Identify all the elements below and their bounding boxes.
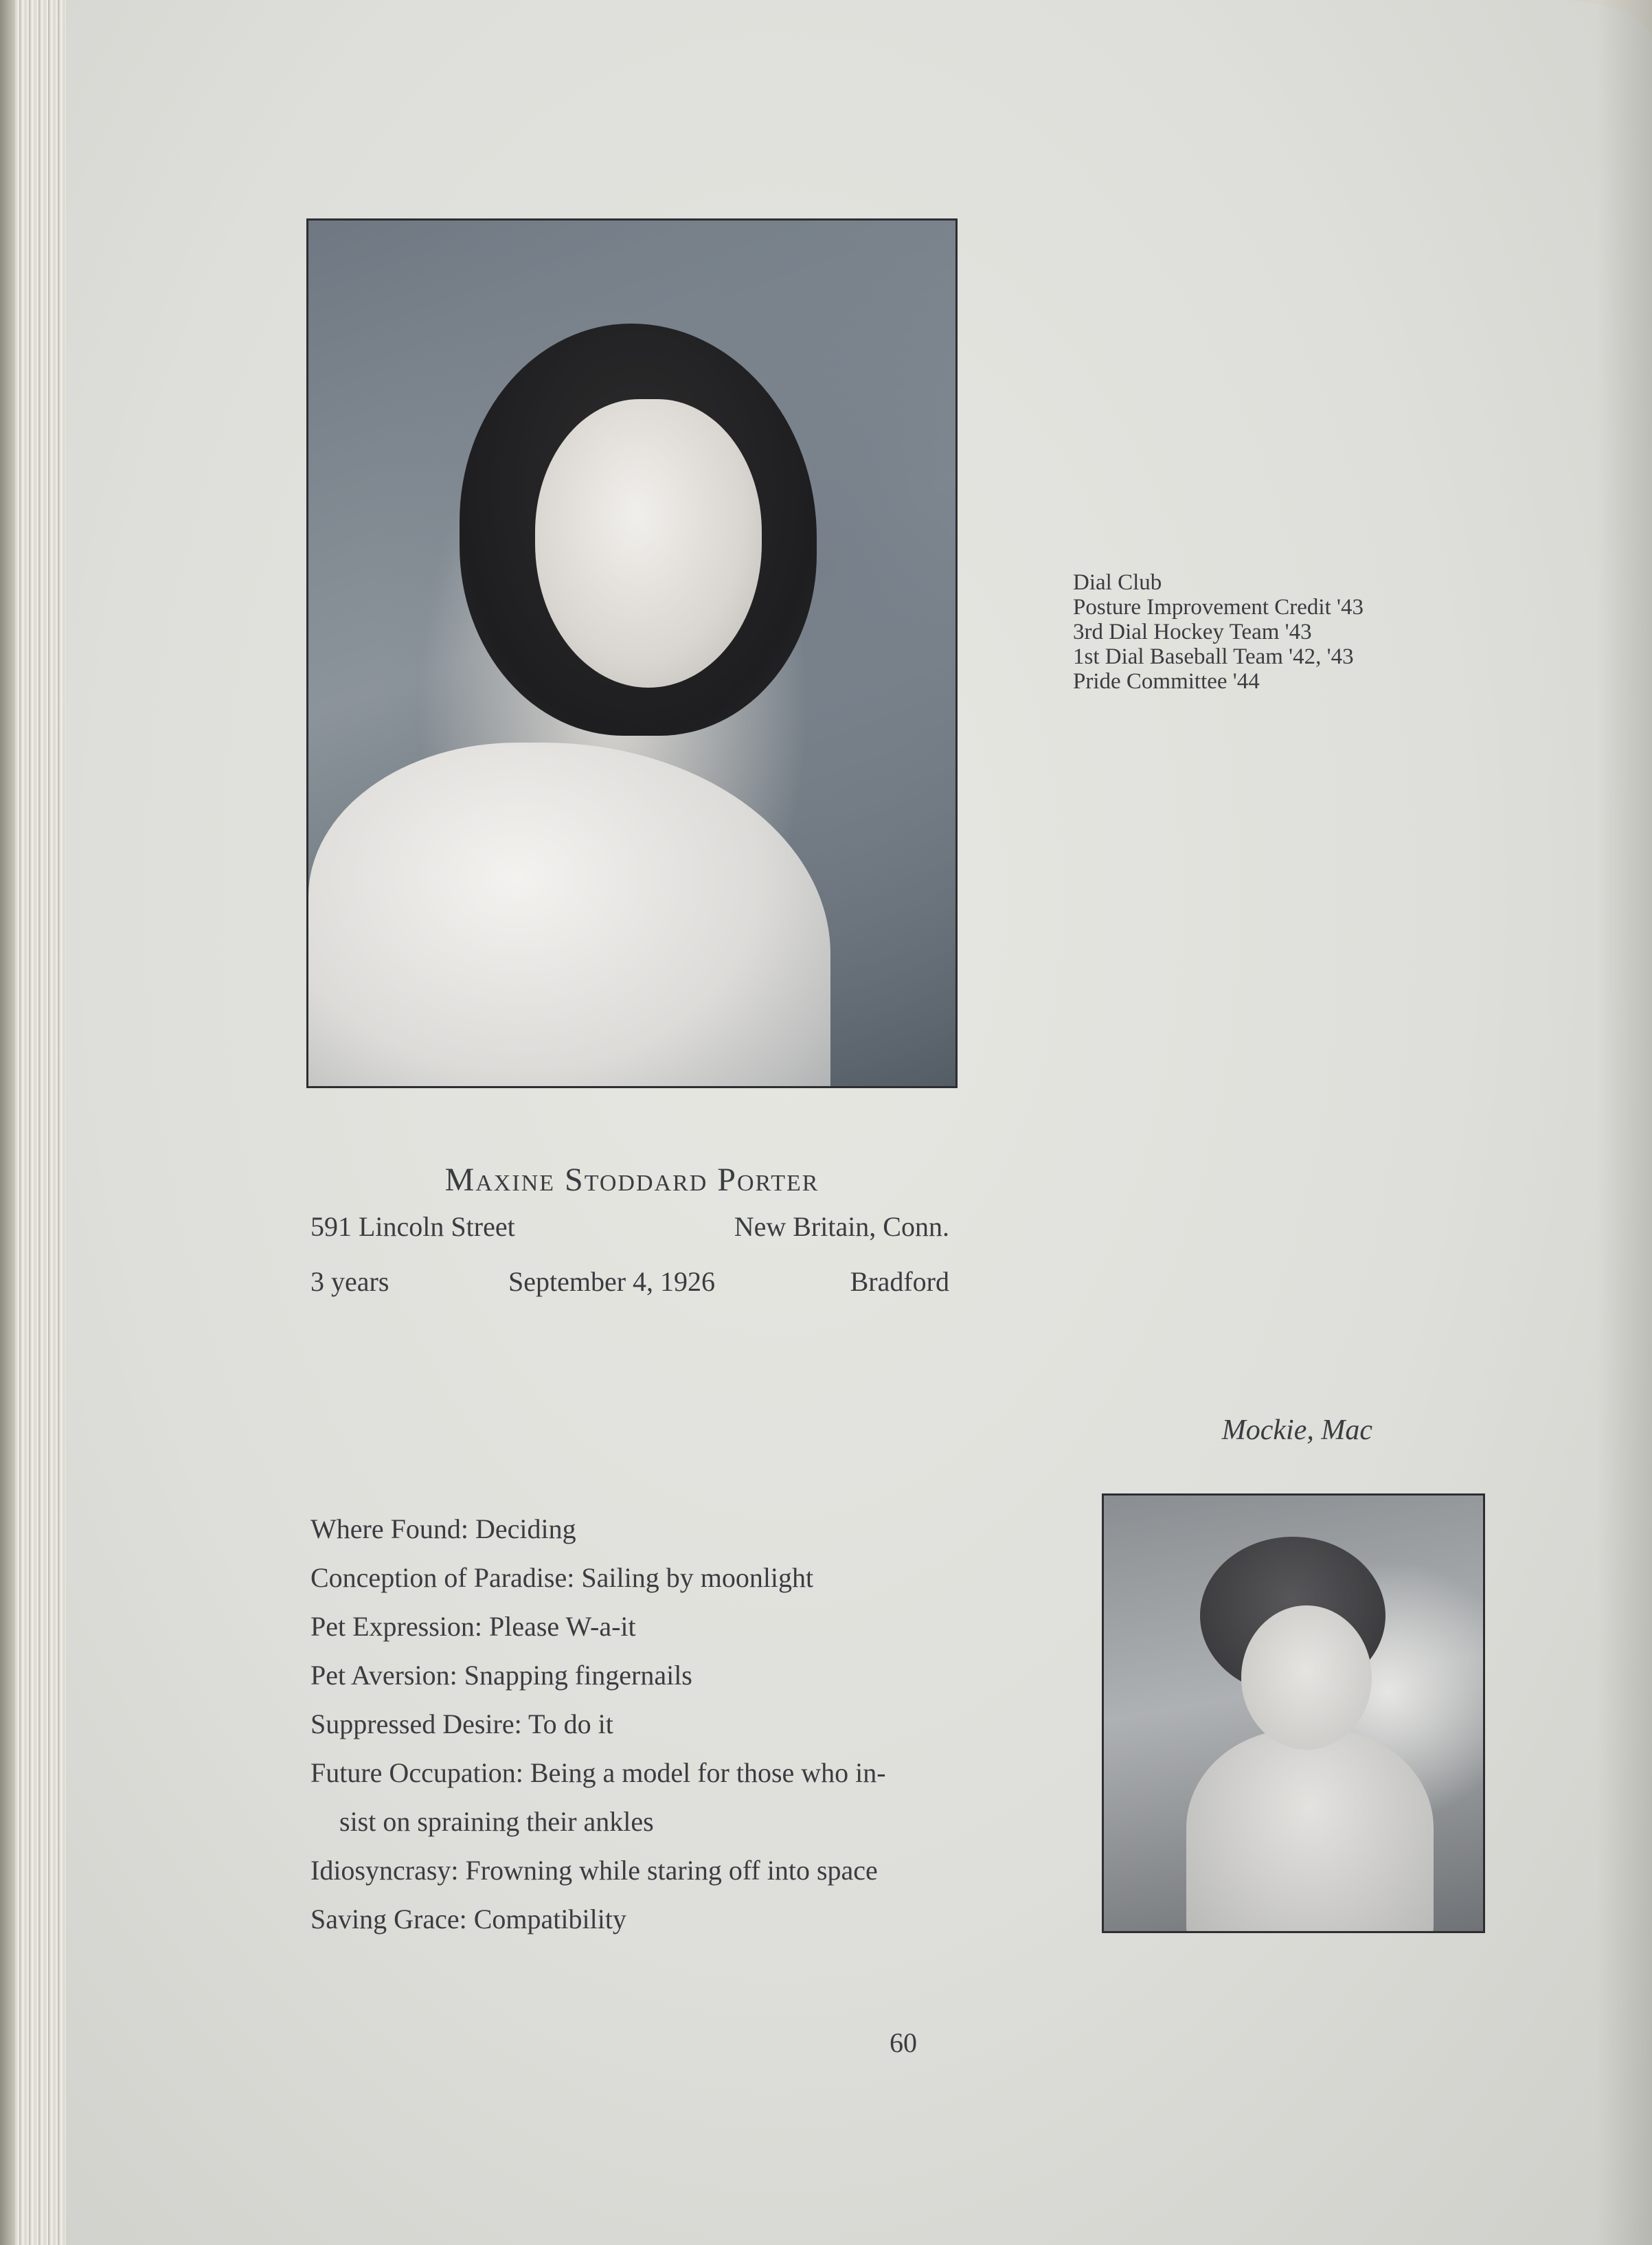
fact-value: Frowning while staring off into space	[465, 1855, 878, 1886]
activity-item: Pride Committee '44	[1073, 669, 1260, 694]
fact-value: Compatibility	[473, 1904, 626, 1934]
fact-item	[310, 1895, 970, 1943]
fact-item	[310, 1553, 970, 1602]
fact-item	[310, 1846, 970, 1895]
fact-label: Suppressed Desire:	[310, 1708, 522, 1739]
nickname: Mockie, Mac	[1221, 1414, 1372, 1446]
previous-school: Bradford	[850, 1266, 949, 1297]
page-curl-shade	[1597, 0, 1652, 2245]
childhood-photo	[1102, 1493, 1485, 1933]
spine-shadow	[0, 0, 15, 2245]
fact-label: Future Occupation:	[310, 1757, 523, 1788]
fact-value: Snapping fingernails	[464, 1660, 692, 1691]
fact-value: Sailing by moonlight	[581, 1562, 814, 1593]
fact-label: Idiosyncrasy:	[310, 1855, 459, 1886]
portrait-blouse	[308, 743, 830, 1088]
fact-value: To do it	[528, 1708, 613, 1739]
child-face	[1241, 1605, 1372, 1750]
personality-facts	[310, 1504, 970, 1943]
portrait-face	[535, 399, 762, 688]
fact-label: Where Found:	[310, 1513, 468, 1544]
fact-item	[310, 1748, 970, 1846]
fact-item	[310, 1700, 970, 1748]
fact-value-continued: sist on spraining their ankles	[339, 1806, 654, 1837]
fact-item	[310, 1602, 970, 1651]
birthdate: September 4, 1926	[508, 1266, 716, 1297]
fact-item	[310, 1651, 970, 1700]
street-address: 591 Lincoln Street	[310, 1211, 515, 1242]
activity-item: Dial Club	[1073, 570, 1162, 595]
child-body	[1186, 1729, 1434, 1933]
fact-value: Deciding	[475, 1513, 576, 1544]
fact-item	[310, 1504, 970, 1553]
years-attended: 3 years	[310, 1266, 389, 1297]
activities-list	[1073, 570, 1416, 694]
fact-label: Conception of Paradise:	[310, 1562, 575, 1593]
fact-label: Saving Grace:	[310, 1904, 467, 1934]
activity-item: 1st Dial Baseball Team '42, '43	[1073, 644, 1354, 669]
activity-item: 3rd Dial Hockey Team '43	[1073, 620, 1312, 644]
activity-item: Posture Improvement Credit '43	[1073, 595, 1364, 620]
fact-value: Please W-a-it	[488, 1611, 636, 1642]
city-state: New Britain, Conn.	[734, 1211, 949, 1242]
student-name: Maxine Stoddard Porter	[444, 1162, 819, 1198]
senior-portrait-photo	[306, 218, 958, 1088]
page-number: 60	[890, 2027, 917, 2058]
fact-value: Being a model for those who in-	[530, 1757, 886, 1788]
fact-label: Pet Expression:	[310, 1611, 482, 1642]
fact-label: Pet Aversion:	[310, 1660, 457, 1691]
